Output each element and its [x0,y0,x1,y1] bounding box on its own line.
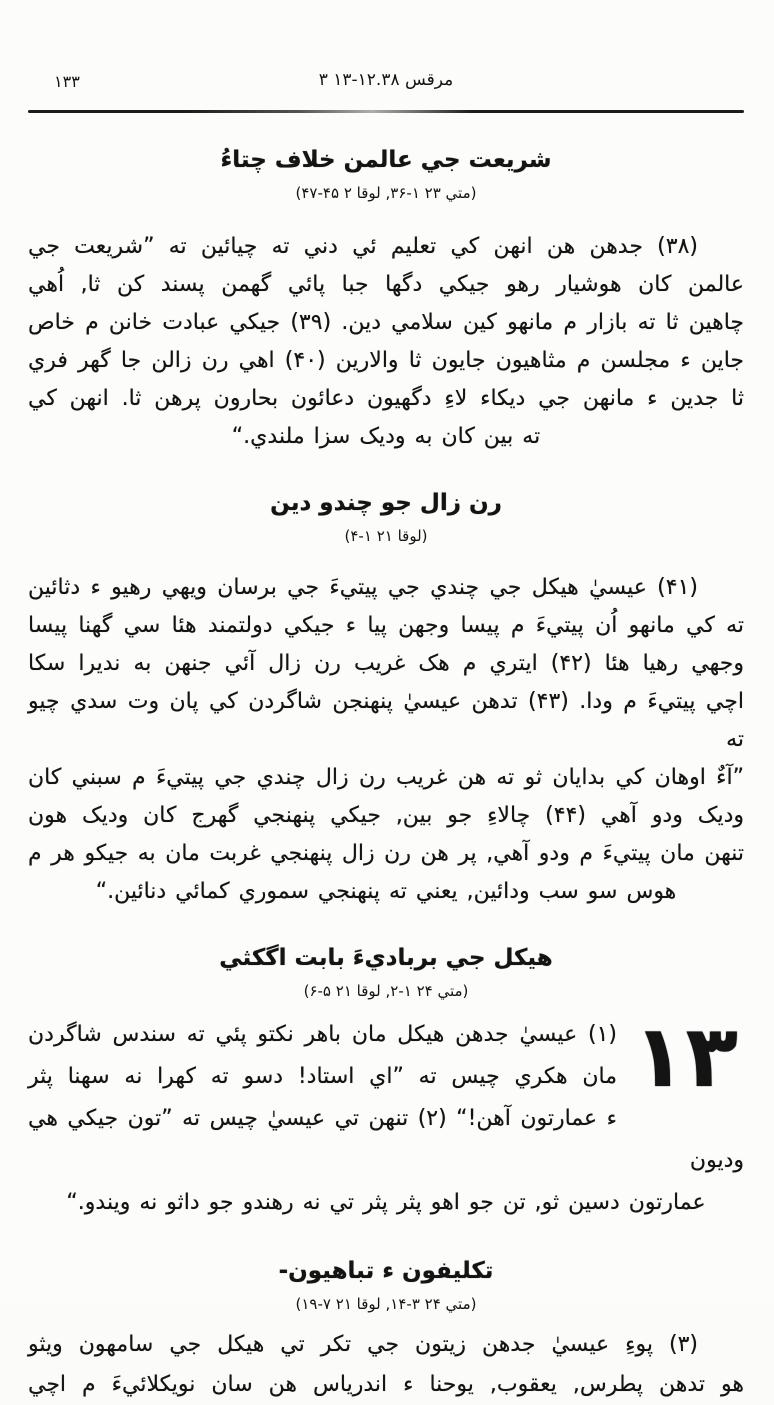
text-line: اچي پيتيءَ م ودا. (۴۳) تدهن عيسيٰ پنهنجن شاگردن کي پان وت سدي چيو ته [28,689,744,752]
text-line: عمارتون دسين ثو, تن جو اهو پثر پثر تي نه رهندو جو داثو نه ويندو.“ [66,1190,706,1215]
paragraph-4 [28,1325,744,1405]
text-line: وجهي رهيا هئا (۴۲) ايتري م هک غريب رن زال آئي جنهن به نديرا سکا [28,651,744,676]
text-line: (۳۸) جدهن هن انهن کي تعليم ئي دني ته چيائين ته ”شريعت جي [28,234,698,259]
section-heading-2: رن زال جو چندو دين [270,490,502,516]
text-line: ثا جدين ء مانهن جي ديکاء لاءِ دگهيون دعائون بحارون پرهن ثا. انهن کي [28,386,744,411]
paragraph-3 [28,1007,744,1224]
text-line: عالمن کان هوشيار رهو جيکي دگها جبا پائي گهمن پسند کن ثا, اُهي [28,272,744,297]
text-line: (۱) عيسيٰ جدهن هيکل مان باهر نکتو پئي ته سندس شاگردن [28,1022,618,1047]
section-heading-4: تکليفون ء تباهيون- [278,1258,494,1284]
text-line: مان هکري چيس ته ”اي استاد! دسو ته کهرا نه سهنا پثر [28,1064,618,1089]
text-line: ء عمارتون آهن!“ (۲) تنهن تي عيسيٰ چيس ته ”تون جيکي هي وديون [28,1106,744,1173]
text-line: چاهين ثا ته بازار م مانهو کين سلامي دين. (۳۹) جيکي عبادت خانن م خاص [28,310,744,335]
paragraph-1 [28,228,744,456]
text-line: ته کي مانهو اُن پيتيءَ م پيسا وجهن پيا ء جيکي دولتمند هئا سي گهنا پيسا [28,613,744,638]
text-line: هو تدهن پطرس, يعقوب, يوحنا ء اندرياس هن سان نويکلائيءَ م اچي [28,1372,744,1397]
text-line: (۴۱) عيسيٰ هيکل جي چندي جي پيتيءَ جي برسان ويهي رهيو ء دثائين [28,575,698,600]
section-heading-3: هيکل جي برباديءَ بابت اگکثي [219,945,553,971]
running-head: مرقس ۱۲.۳۸-۱۳ ۳ [318,70,454,90]
page-header [28,70,744,96]
text-line: هوس سو سب ودائين, يعني ته پنهنجي سموري کمائي دنائين.“ [95,879,677,904]
section-citation-2: (لوقا ۲۱ ۱-۴) [344,527,428,545]
paragraph-2 [28,569,744,911]
section-citation-3: (متي ۲۴ ۱-۲, لوقا ۲۱ ۵-۶) [303,982,469,1000]
page-number: ۱۳۳ [54,72,80,91]
text-line: تنهن مان پيتيءَ م ودو آهي, پر هن رن زال پنهنجي غربت مان به جيکو هر م [28,841,744,866]
section-heading-1: شريعت جي عالمن خلاف چتاءُ [220,147,552,173]
text-line: جاين ء مجلسن م مثاهيون جايون ثا والارين (۴۰) اهي رن زالن جا گهر فري [28,348,744,373]
text-line: وديک ودو آهي (۴۴) چالاءِ جو بين, جيکي پنهنجي گهرج کان وديک هون [28,803,744,828]
text-line: ”آءٌ اوهان کي بدايان ثو ته هن غريب رن زال چندي جي پيتيءَ م سبني کان [28,765,744,790]
section-citation-4: (متي ۲۴ ۳-۱۴, لوقا ۲۱ ۷-۱۹) [295,1295,477,1313]
text-line: (۳) پوءِ عيسيٰ جدهن زيتون جي تکر تي هيکل جي سامهون ويثو [28,1332,698,1357]
section-citation-1: (متي ۲۳ ۱-۳۶, لوقا ۲ ۴۵-۴۷) [295,184,477,202]
text-line: ته بين کان به وديک سزا ملندي.“ [231,424,541,449]
header-rule [28,110,744,113]
chapter-dropcap: ۱۳ [633,1007,738,1107]
